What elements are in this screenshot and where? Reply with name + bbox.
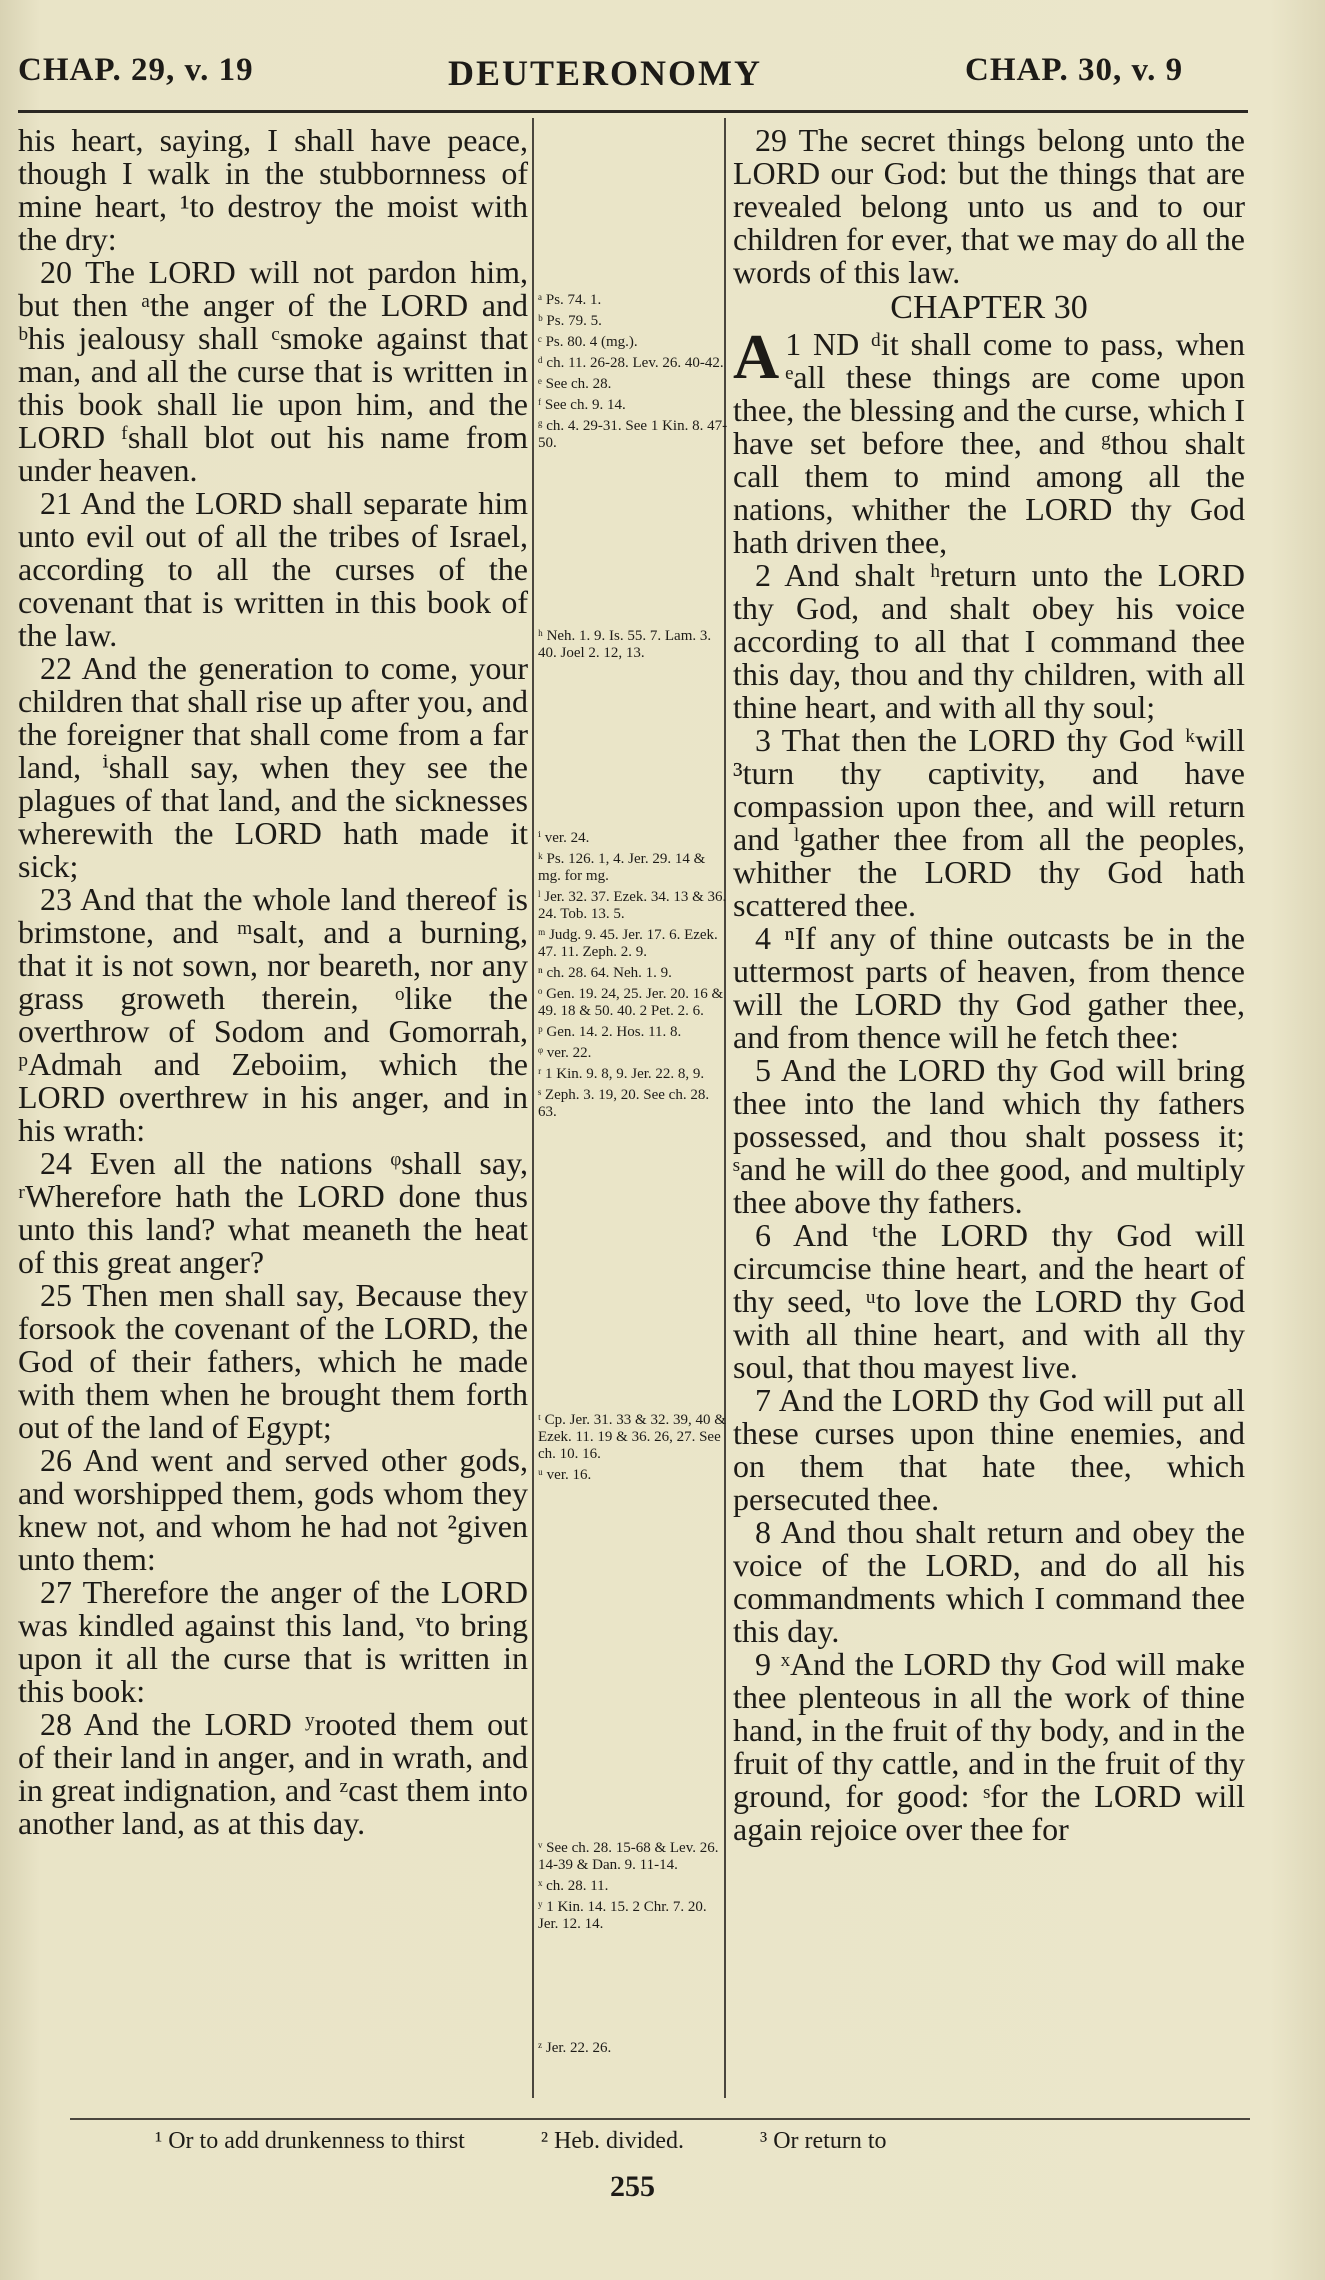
footnote-1: ¹ Or to add drunkenness to thirst xyxy=(155,2128,465,2154)
verse-21: 21 And the LORD shall separate him unto evil out of all the tribes of Israel, according to all the curses of the covenant that is written in this book of the law. xyxy=(18,485,528,653)
margin-note: ᶠ See ch. 9. 14. xyxy=(538,397,626,413)
margin-note: ᶜ Ps. 80. 4 (mg.). xyxy=(538,334,638,350)
margin-note: ᵗ Cp. Jer. 31. 33 & 32. 39, 40 & Ezek. 11. 19 & 36. 26, 27. See ch. 10. 16. xyxy=(538,1412,726,1462)
margin-notes-group-3 xyxy=(538,830,728,1125)
verse-9: 9 ˣAnd the LORD thy God will make thee plenteous in all the work of thine hand, in the fruit of thy body, and in the fruit of thy cattle, and in the fruit of thy ground, for good: ˢfor the LORD will again rejoice over thee for xyxy=(733,1646,1245,1847)
verse-3: 3 That then the LORD thy God ᵏwill ³turn thy captivity, and have compassion upon thee, and will return and ˡgather thee from all the peoples, whither the LORD thy God hath scattered thee. xyxy=(733,722,1245,923)
column-divider-left xyxy=(532,118,534,2098)
margin-notes-group-1 xyxy=(538,292,728,456)
margin-note: ᵘ ver. 16. xyxy=(538,1467,592,1483)
footnotes xyxy=(155,2128,957,2155)
verse-25: 25 Then men shall say, Because they forsook the covenant of the LORD, the God of their fathers, which he made with them when he brought them forth out of the land of Egypt; xyxy=(18,1277,528,1445)
verse-text: his heart, saying, I shall have peace, though I walk in the stubbornness of mine heart, ¹to destroy the moist with the dry: xyxy=(18,122,528,257)
margin-notes-group-2 xyxy=(538,628,728,666)
header-chapter-right: CHAP. 30, v. 9 xyxy=(965,52,1184,88)
header-rule xyxy=(18,110,1248,113)
page-number: 255 xyxy=(610,2170,655,2203)
margin-note: ᵠ ver. 22. xyxy=(538,1045,592,1061)
margin-note: ᵉ See ch. 28. xyxy=(538,376,612,392)
margin-note: ˡ Jer. 32. 37. Ezek. 34. 13 & 36. 24. Tob. 13. 5. xyxy=(538,889,727,922)
margin-note: ᵖ Gen. 14. 2. Hos. 11. 8. xyxy=(538,1024,682,1040)
margin-notes-group-4 xyxy=(538,1412,728,1488)
margin-note: ⁱ ver. 24. xyxy=(538,830,590,846)
left-text-column xyxy=(18,124,528,1840)
margin-note: ᵇ Ps. 79. 5. xyxy=(538,313,602,329)
margin-note: ˢ Zeph. 3. 19, 20. See ch. 28. 63. xyxy=(538,1087,710,1120)
margin-note: ʰ Neh. 1. 9. Is. 55. 7. Lam. 3. 40. Joel 2. 12, 13. xyxy=(538,628,712,661)
verse-1 xyxy=(733,321,1246,560)
verse-26: 26 And went and served other gods, and worshipped them, gods whom they knew not, and whom he had not ²given unto them: xyxy=(18,1442,528,1577)
drop-cap: A xyxy=(733,321,780,392)
verse-6: 6 And ᵗthe LORD thy God will circumcise thine heart, and the heart of thy seed, ᵘto love the LORD thy God with all thine heart, and with all thy soul, that thou mayest live. xyxy=(733,1217,1245,1385)
header-chapter-left: CHAP. 29, v. 19 xyxy=(18,52,254,88)
margin-note: ᵏ Ps. 126. 1, 4. Jer. 29. 14 & mg. for mg. xyxy=(538,851,706,884)
margin-note: ʳ 1 Kin. 9. 8, 9. Jer. 22. 8, 9. xyxy=(538,1066,705,1082)
margin-note: ᵛ See ch. 28. 15-68 & Lev. 26. 14-39 & Dan. 9. 11-14. xyxy=(538,1840,719,1873)
verse-27: 27 Therefore the anger of the LORD was kindled against this land, ᵛto bring upon it all the curse that is written in this book: xyxy=(18,1574,528,1709)
right-text-column xyxy=(733,124,1245,1846)
verse-number: 1 xyxy=(785,326,802,362)
verse-7: 7 And the LORD thy God will put all these curses upon thine enemies, and on them that hate thee, which persecuted thee. xyxy=(733,1382,1245,1517)
footnote-2: ² Heb. divided. xyxy=(540,2128,684,2154)
chapter-heading: CHAPTER 30 xyxy=(890,289,1088,326)
margin-note: ᵃ Ps. 74. 1. xyxy=(538,292,602,308)
footnote-rule xyxy=(70,2118,1250,2120)
margin-note: ˣ ch. 28. 11. xyxy=(538,1878,609,1894)
verse-5: 5 And the LORD thy God will bring thee into the land which thy fathers possessed, and thou shalt possess it; ˢand he will do thee good, and multiply thee above thy fathers. xyxy=(733,1052,1245,1220)
verse-28: 28 And the LORD ʸrooted them out of their land in anger, and in wrath, and in great indignation, and ᶻcast them into another land, as at this day. xyxy=(18,1706,528,1841)
margin-note: ᵈ ch. 11. 26-28. Lev. 26. 40-42. xyxy=(538,355,724,371)
verse-2: 2 And shalt ʰreturn unto the LORD thy God, and shalt obey his voice according to all that I command thee this day, thou and thy children, with all thine heart, and with all thy soul; xyxy=(733,557,1245,725)
margin-note: ᵐ Judg. 9. 45. Jer. 17. 6. Ezek. 47. 11. Zeph. 2. 9. xyxy=(538,927,718,960)
verse-29: 29 The secret things belong unto the LORD our God: but the things that are revealed belong unto us and to our children for ever, that we may do all the words of this law. xyxy=(733,122,1245,290)
margin-notes-group-5 xyxy=(538,1840,728,1937)
verse-23: 23 And that the whole land thereof is brimstone, and ᵐsalt, and a burning, that it is not sown, nor beareth, nor any grass groweth therein, ᵒlike the overthrow of Sodom and Gomorrah, ᵖAdmah and Zeboiim, which the LORD overthrew in his anger, and in his wrath: xyxy=(18,881,528,1148)
verse-1-text: ND ᵈit shall come to pass, when ᵉall these things are come upon thee, the blessing and the curse, which I have set before thee, and ᵍthou shalt call them to mind among all the nations, whither the LORD thy God hath driven thee, xyxy=(733,326,1246,560)
verse-22: 22 And the generation to come, your children that shall rise up after you, and the foreigner that shall come from a far land, ⁱshall say, when they see the plagues of that land, and the sicknesses wherewith the LORD hath made it sick; xyxy=(18,650,528,884)
page-title: DEUTERONOMY xyxy=(448,53,763,93)
margin-note: ᶻ Jer. 22. 26. xyxy=(538,2040,612,2056)
margin-note: ᵍ ch. 4. 29-31. See 1 Kin. 8. 47-50. xyxy=(538,418,728,451)
margin-note: ᵒ Gen. 19. 24, 25. Jer. 20. 16 & 49. 18 & 50. 40. 2 Pet. 2. 6. xyxy=(538,986,724,1019)
verse-8: 8 And thou shalt return and obey the voice of the LORD, and do all his commandments which I command thee this day. xyxy=(733,1514,1245,1649)
footnote-3: ³ Or return to xyxy=(760,2128,887,2154)
verse-4: 4 ⁿIf any of thine outcasts be in the uttermost parts of heaven, from thence will the LORD thy God gather thee, and from thence will he fetch thee: xyxy=(733,920,1245,1055)
margin-notes-group-6 xyxy=(538,2040,728,2061)
margin-note: ⁿ ch. 28. 64. Neh. 1. 9. xyxy=(538,965,672,981)
verse-24: 24 Even all the nations ᵠshall say, ʳWherefore hath the LORD done thus unto this land? what meaneth the heat of this great anger? xyxy=(18,1145,528,1280)
verse-20: 20 The LORD will not pardon him, but then ᵃthe anger of the LORD and ᵇhis jealousy shall ᶜsmoke against that man, and all the curse that is written in this book shall lie upon him, and the LORD ᶠshall blot out his name from under heaven. xyxy=(18,254,528,488)
margin-note: ʸ 1 Kin. 14. 15. 2 Chr. 7. 20. Jer. 12. 14. xyxy=(538,1899,707,1932)
